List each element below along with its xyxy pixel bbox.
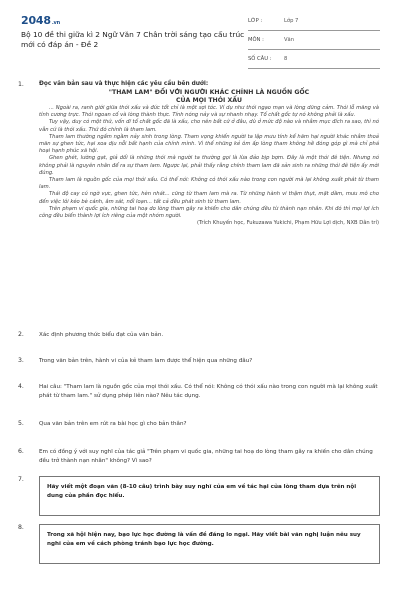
passage-title: "THAM LAM" ĐỐI VỚI NGƯỜI KHÁC CHÍNH LÀ NGUỒN GỐC	[108, 89, 310, 96]
question-text: Qua văn bản trên em rút ra bài học gì cho bản thân?	[39, 421, 187, 427]
meta-value: Lớp 7	[284, 18, 299, 24]
meta-row-count	[248, 50, 380, 69]
question-body	[39, 80, 379, 227]
question-number: 6.	[18, 448, 24, 455]
question-number: 7.	[18, 476, 24, 483]
passage-paragraph: Tham lam thường ngấm ngầm nảy sinh trong lòng. Tham vọng khiến người ta lập mưu tính kế hãm hại người khác nhằm thoả mãn sự ghen tức, hại xoa dịu nỗi bất hạnh của chính mình. Vì thế những kẻ ôm ấp lòng tham không hề đóng góp gì mà chỉ phá hoại hạnh phúc xã hội.	[39, 133, 379, 155]
passage-source: (Trích Khuyến học, Fukuzawa Yukichi, Phạm Hữu Lợi dịch, NXB Dân trí)	[197, 220, 379, 227]
meta-row-class	[248, 12, 380, 31]
question-prompt: Đọc văn bản sau và thực hiện các yêu cầu bên dưới:	[39, 81, 209, 87]
essay-task-box: Trong xã hội hiện nay, bạo lực học đường là vấn đề đáng lo ngại. Hãy viết bài văn nghị luận nêu suy nghĩ của em về cách phòng tránh bạo lực học đường.	[39, 524, 380, 564]
question-number: 4.	[18, 383, 24, 390]
question-number: 2.	[18, 331, 24, 338]
site-logo[interactable]: 2048.vn	[21, 14, 60, 27]
question-number: 1.	[18, 81, 24, 88]
question-text: Hai câu: "Tham lam là nguồn gốc của mọi thói xấu. Có thể nói: Không có thói xấu nào trong con người mà lại không xuất phát từ tham lam." sử dụng phép liên nào? Nêu tác dụng.	[39, 384, 378, 399]
question-number: 8.	[18, 524, 24, 531]
question-number: 5.	[18, 420, 24, 427]
meta-row-subject	[248, 31, 380, 50]
writing-task-box: Hãy viết một đoạn văn (8-10 câu) trình bày suy nghĩ của em về tác hại của lòng tham dựa trên nội dung của phần đọc hiểu.	[39, 476, 380, 516]
meta-label: SỐ CÂU :	[248, 56, 272, 62]
meta-value: Văn	[284, 37, 295, 43]
question-text: Em có đồng ý với suy nghĩ của tác giả "Trên phạm vi quốc gia, những tai hoạ do lòng tham gây ra khiến cho dân chúng đều trở thành nạn nhân" không? Vì sao?	[39, 449, 373, 464]
meta-label: MÔN :	[248, 37, 264, 43]
document-title: Bộ 10 đề thi giữa kì 2 Ngữ Văn 7 Chân trời sáng tạo cấu trúc mới có đáp án - Đề 2	[21, 30, 245, 49]
passage-paragraph: Ghen ghét, lường gạt, giả dối là những thói mà người ta thường gọi là lừa đảo bịp bợm. Đây là một thói đê tiện. Nhưng nó không phải là nguyên nhân để ra sự tham lam. Ngược lại, phải thấy rằng chính tham lam đã sản sinh ra những thói đê tiện ấy mới đúng.	[39, 155, 379, 176]
meta-label: LỚP :	[248, 18, 263, 24]
passage-paragraph: Tuy vậy, duy có một thứ, vốn dĩ tố chất gốc đã là xấu, cho nên bất cứ ở đâu, dù ở mức độ nào và nhằm mục đích ra sao, thì nó vẫn cứ là thói xấu. Thứ đó chính là tham lam.	[39, 119, 379, 133]
passage-paragraph: Trên phạm vi quốc gia, những tai hoạ do lòng tham gây ra khiến cho dân chúng đều từ thành nạn nhân. Khi đó thì mọi lợi ích công đều biến thành lợi ích riêng của một nhóm người.	[39, 205, 379, 220]
passage-paragraph: Tham lam là nguồn gốc của mọi thói xấu. Có thể nói: Không có thói xấu nào trong con người mà lại không xuất phát từ tham lam.	[39, 177, 379, 191]
passage-paragraph: ... Ngoài ra, ranh giới giữa thói xấu và đức tốt chỉ là một sợi tóc. Ví dụ như thói ngạo mạn và lòng dũng cảm. Thói lỗ mãng và tính cương trực. Thói ngoan cố và lòng thành thực. Tính nóng nảy và sự nhanh nhạy. Tố chất gốc tự nó không phải là xấu.	[39, 105, 379, 119]
question-text: Xác định phương thức biểu đạt của văn bản.	[39, 332, 164, 338]
page-header	[0, 0, 400, 76]
question-text: Trong văn bản trên, hành vi của kẻ tham lam được thể hiện qua những đâu?	[39, 358, 253, 364]
passage-title-line-2: CỦA MỌI THÓI XẤU	[175, 97, 243, 104]
passage-paragraph: Thái độ cay cú ngờ vực, ghen tức, hèn nhát... cũng từ tham lam mà ra. Từ những hành vi thậm thụt, mặt dầm, mưu mô cho đến việc lôi kéo bè cánh, âm sát, nổi loạn... tất cả đều phát sinh từ tham lam.	[39, 191, 379, 205]
meta-value: 8	[284, 56, 288, 62]
meta-panel	[248, 12, 380, 69]
question-number: 3.	[18, 357, 24, 364]
